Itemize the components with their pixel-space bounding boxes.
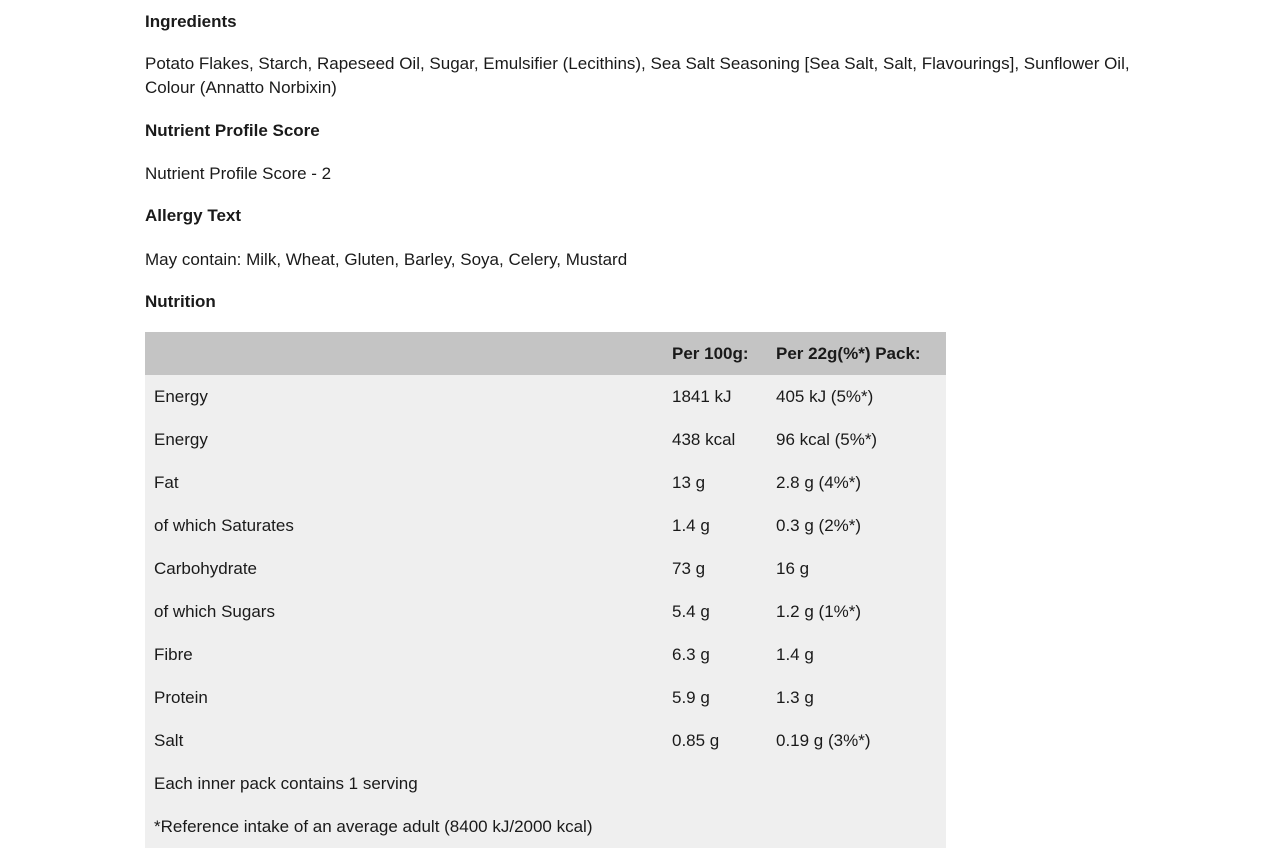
nutrient-per-pack: 1.2 g (1%*) [776, 601, 862, 621]
nutrient-per-pack: 16 g [776, 558, 810, 578]
table-row [145, 762, 946, 805]
ingredients-text: Potato Flakes, Starch, Rapeseed Oil, Sugar, Emulsifier (Lecithins), Sea Salt Seasoning [Sea Salt, Salt, Flavourings], Sunflower Oil, Colour (Annatto Norbixin) [145, 54, 1130, 97]
nutrient-per-100g: 5.4 g [672, 601, 710, 621]
nutrition-heading: Nutrition [145, 292, 216, 311]
table-row [145, 805, 946, 848]
table-row [145, 418, 946, 461]
nutrient-profile-text: Nutrient Profile Score - 2 [145, 164, 332, 183]
column-header-per-pack: Per 22g(%*) Pack: [776, 343, 921, 363]
nutrient-per-pack: 0.3 g (2%*) [776, 515, 862, 535]
serving-note: Each inner pack contains 1 serving [154, 773, 418, 793]
allergy-heading: Allergy Text [145, 206, 242, 225]
reference-intake-note: *Reference intake of an average adult (8400 kJ/2000 kcal) [154, 816, 593, 836]
nutrition-table-header [145, 332, 946, 375]
nutrient-per-100g: 0.85 g [672, 730, 720, 750]
table-row [145, 504, 946, 547]
nutrient-per-100g: 1.4 g [672, 515, 710, 535]
nutrition-table [145, 332, 946, 848]
nutrient-per-pack: 405 kJ (5%*) [776, 386, 874, 406]
column-header-name [145, 332, 672, 375]
nutrient-per-100g: 1841 kJ [672, 386, 732, 406]
ingredients-heading: Ingredients [145, 12, 237, 31]
nutrient-name: Energy [154, 429, 208, 449]
allergy-text: May contain: Milk, Wheat, Gluten, Barley, Soya, Celery, Mustard [145, 250, 628, 269]
table-row [145, 461, 946, 504]
nutrient-per-100g: 438 kcal [672, 429, 736, 449]
nutrient-per-pack: 2.8 g (4%*) [776, 472, 862, 492]
nutrient-per-100g: 73 g [672, 558, 706, 578]
nutrient-per-100g: 6.3 g [672, 644, 710, 664]
table-row [145, 547, 946, 590]
nutrient-name: Salt [154, 730, 184, 750]
nutrient-name: Carbohydrate [154, 558, 258, 578]
nutrient-profile-heading: Nutrient Profile Score [145, 121, 320, 140]
nutrient-per-pack: 1.4 g [776, 644, 814, 664]
nutrient-per-pack: 1.3 g [776, 687, 814, 707]
table-row [145, 719, 946, 762]
nutrient-per-pack: 96 kcal (5%*) [776, 429, 878, 449]
nutrient-per-100g: 13 g [672, 472, 706, 492]
nutrient-name: of which Saturates [154, 515, 294, 535]
nutrient-name: Energy [154, 386, 208, 406]
nutrient-name: of which Sugars [154, 601, 275, 621]
table-row [145, 676, 946, 719]
nutrient-name: Fibre [154, 644, 193, 664]
table-row [145, 633, 946, 676]
nutrient-name: Fat [154, 472, 179, 492]
nutrient-per-pack: 0.19 g (3%*) [776, 730, 871, 750]
table-row [145, 375, 946, 418]
column-header-per-100g: Per 100g: [672, 343, 749, 363]
nutrient-name: Protein [154, 687, 208, 707]
table-row [145, 590, 946, 633]
nutrient-per-100g: 5.9 g [672, 687, 710, 707]
